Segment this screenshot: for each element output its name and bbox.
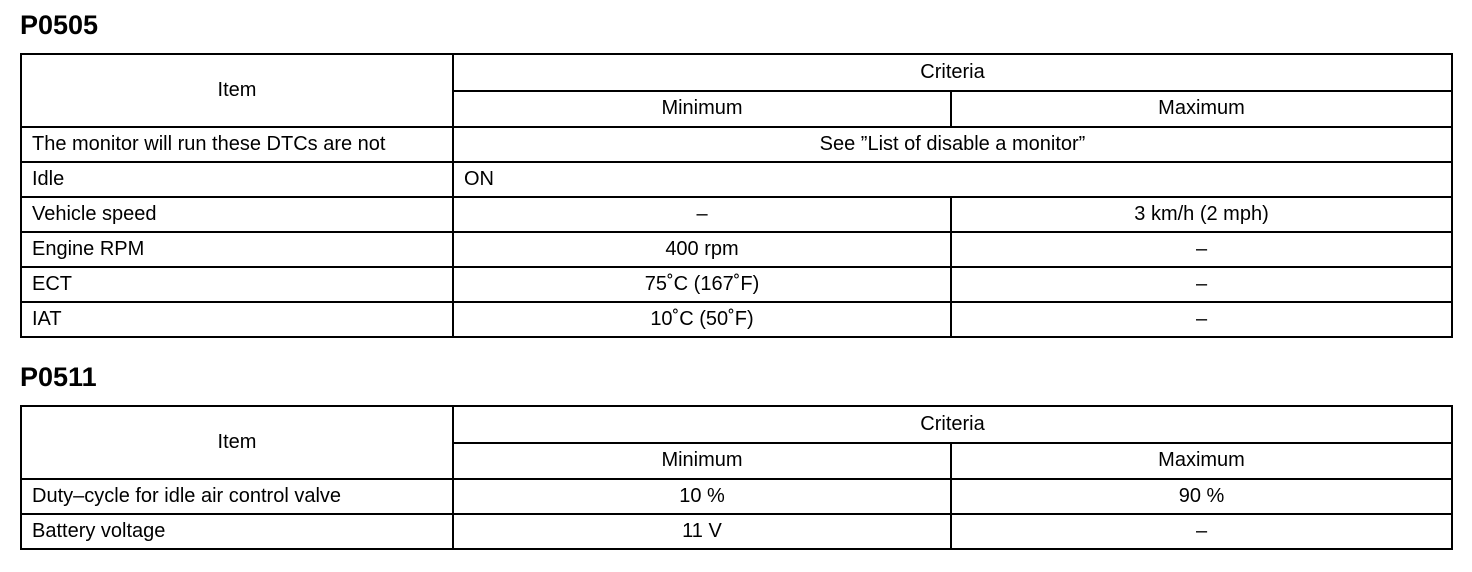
dtc-code-heading: P0511: [20, 362, 97, 392]
table-row: [21, 232, 1452, 267]
maximum-cell: 3 km/h (2 mph): [951, 197, 1452, 232]
table-row: [21, 127, 1452, 162]
minimum-column-header: Minimum: [453, 91, 951, 128]
minimum-cell: 11 V: [453, 514, 951, 549]
item-cell: Battery voltage: [21, 514, 453, 549]
item-cell: The monitor will run these DTCs are not: [21, 127, 453, 162]
item-cell: Engine RPM: [21, 232, 453, 267]
criteria-column-header: Criteria: [453, 406, 1452, 443]
table-row: [21, 514, 1452, 549]
maximum-cell: –: [951, 232, 1452, 267]
maximum-column-header: Maximum: [951, 91, 1452, 128]
dtc-code-heading: P0505: [20, 10, 99, 40]
criteria-column-header: Criteria: [453, 54, 1452, 91]
table-row: [21, 479, 1452, 514]
maximum-column-header: Maximum: [951, 443, 1452, 480]
maximum-cell: 90 %: [951, 479, 1452, 514]
item-cell: Vehicle speed: [21, 197, 453, 232]
criteria-span-cell: ON: [453, 162, 1452, 197]
table-row: [21, 162, 1452, 197]
item-column-header: Item: [21, 54, 453, 127]
minimum-cell: 10˚C (50˚F): [453, 302, 951, 337]
table-row: [21, 302, 1452, 337]
minimum-cell: 400 rpm: [453, 232, 951, 267]
minimum-cell: 75˚C (167˚F): [453, 267, 951, 302]
table-row: [21, 267, 1452, 302]
criteria-table: [20, 405, 1453, 550]
item-cell: ECT: [21, 267, 453, 302]
item-column-header: Item: [21, 406, 453, 479]
minimum-cell: –: [453, 197, 951, 232]
criteria-span-cell: See ”List of disable a monitor”: [453, 127, 1452, 162]
table-header-row: [21, 406, 1452, 443]
table-header-row: [21, 54, 1452, 91]
item-cell: IAT: [21, 302, 453, 337]
minimum-cell: 10 %: [453, 479, 951, 514]
criteria-table: [20, 53, 1453, 338]
table-row: [21, 197, 1452, 232]
maximum-cell: –: [951, 302, 1452, 337]
item-cell: Duty–cycle for idle air control valve: [21, 479, 453, 514]
item-cell: Idle: [21, 162, 453, 197]
minimum-column-header: Minimum: [453, 443, 951, 480]
maximum-cell: –: [951, 514, 1452, 549]
maximum-cell: –: [951, 267, 1452, 302]
